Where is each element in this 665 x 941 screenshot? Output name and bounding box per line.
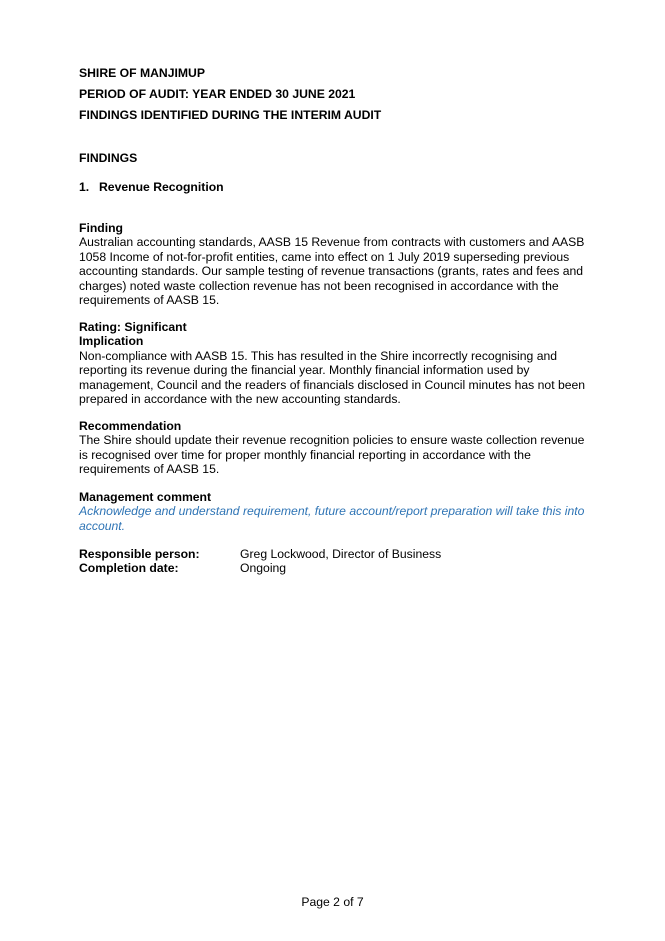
implication-label: Implication: [79, 334, 144, 349]
header-organisation: SHIRE OF MANJIMUP: [79, 66, 205, 80]
management-comment-text: Acknowledge and understand requirement, future account/report preparation will take this into account.: [79, 504, 585, 533]
management-comment-block: [79, 490, 594, 533]
implication-text: Non-compliance with AASB 15. This has resulted in the Shire incorrectly recognising and reporting its revenue during the financial year. Monthly financial information used by management, Council and the readers of financials disclosed in Council minutes has not been prepared in accordance with the new accounting standards.: [79, 348, 586, 407]
recommendation-label: Recommendation: [79, 419, 182, 433]
management-comment-label: Management comment: [79, 490, 212, 504]
responsibility-block: [79, 547, 441, 576]
header-subtitle: FINDINGS IDENTIFIED DURING THE INTERIM AUDIT: [79, 108, 382, 122]
section-title: [79, 180, 224, 195]
section-number: 1.: [79, 180, 90, 194]
findings-heading: FINDINGS: [79, 151, 138, 165]
finding-label: Finding: [79, 221, 123, 235]
completion-date-row: [79, 561, 441, 575]
recommendation-block: [79, 419, 594, 477]
page-number: Page 2 of 7: [301, 895, 364, 909]
completion-date-label: Completion date:: [79, 561, 179, 576]
section-title-text: Revenue Recognition: [99, 180, 224, 194]
recommendation-text: The Shire should update their revenue recognition policies to ensure waste collection revenue is recognised over time for proper monthly financial reporting in accordance with the requirements of AASB 15.: [79, 433, 585, 477]
header-period: PERIOD OF AUDIT: YEAR ENDED 30 JUNE 2021: [79, 87, 356, 101]
completion-date-value: Ongoing: [240, 561, 287, 576]
finding-block: [79, 221, 594, 307]
document-header: [79, 66, 381, 129]
rating-label: Rating: Significant: [79, 320, 187, 334]
rating-implication-block: [79, 320, 594, 406]
responsible-person-value: Greg Lockwood, Director of Business: [240, 547, 442, 561]
finding-text: Australian accounting standards, AASB 15 Revenue from contracts with customers and AASB 1058 Income of not-for-profit entities, came into effect on 1 July 2019 superseding previous accounting standards. Our sample testing of revenue transactions (grants, rates and fees and charges) noted waste collection revenue has not been recognised in accordance with the requirements of AASB 15.: [79, 235, 585, 308]
responsible-person-row: [79, 547, 441, 561]
responsible-person-label: Responsible person:: [79, 547, 200, 561]
